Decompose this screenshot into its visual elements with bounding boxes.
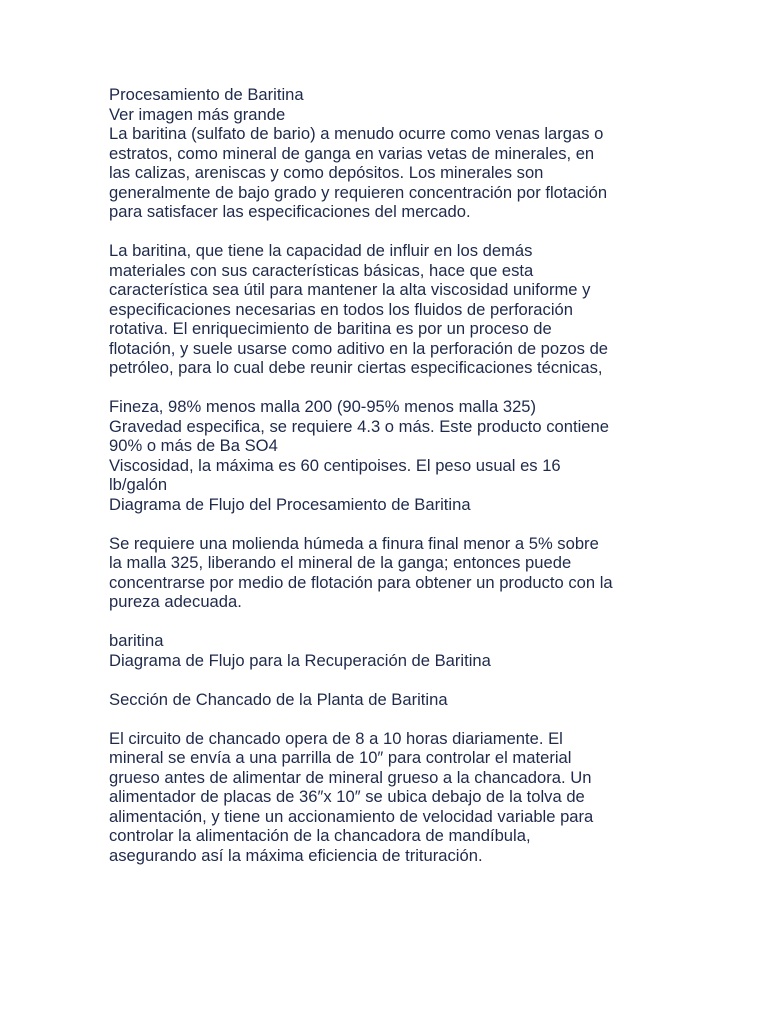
paragraph-spacer [109, 670, 709, 690]
paragraph-grinding-line: concentrarse por medio de flotación para obtener un producto con la [109, 572, 613, 592]
paragraph-properties-line: flotación, y suele usarse como aditivo en la perforación de pozos de [109, 338, 609, 358]
flow-diagram-heading: Diagrama de Flujo del Procesamiento de Baritina [109, 494, 471, 514]
paragraph-properties-line: especificaciones necesarias en todos los fluidos de perforación [109, 299, 573, 319]
paragraph-intro-line: generalmente de bajo grado y requieren concentración por flotación [109, 182, 608, 202]
paragraph-crushing-line: grueso antes de alimentar de mineral grueso a la chancadora. Un [109, 767, 592, 787]
image-caption: baritina [109, 631, 164, 650]
paragraph-intro-line: las calizas, areniscas y como depósitos. Los minerales son [109, 163, 544, 182]
paragraph-crushing-line: alimentación, y tiene un accionamiento de velocidad variable para [109, 806, 594, 826]
paragraph-intro-line: estratos, como mineral de ganga en varias vetas de minerales, en [109, 143, 595, 163]
paragraph-grinding-line: Se requiere una molienda húmeda a finura final menor a 5% sobre [109, 533, 599, 553]
paragraph-spacer [109, 709, 709, 729]
paragraph-grinding-line: pureza adecuada. [109, 592, 242, 611]
paragraph-spacer [109, 612, 709, 632]
paragraph-grinding-line: la malla 325, liberando el mineral de la ganga; entonces puede [109, 553, 572, 572]
recovery-diagram-heading: Diagrama de Flujo para la Recuperación de Baritina [109, 650, 491, 670]
specification-line: lb/galón [109, 475, 168, 494]
specification-line: Gravedad especifica, se requiere 4.3 o más. Este producto contiene [109, 416, 609, 436]
specification-line: 90% o más de Ba SO4 [109, 436, 278, 455]
crushing-section-heading: Sección de Chancado de la Planta de Baritina [109, 689, 448, 709]
paragraph-properties-line: petróleo, para lo cual debe reunir ciertas especificaciones técnicas, [109, 358, 603, 377]
paragraph-properties-line: materiales con sus características básicas, hace que esta [109, 260, 534, 280]
paragraph-properties-line: característica sea útil para mantener la alta viscosidad uniforme y [109, 280, 591, 299]
paragraph-crushing-line: mineral se envía a una parrilla de 10″ para controlar el material [109, 748, 572, 767]
paragraph-crushing-line: asegurando así la máxima eficiencia de trituración. [109, 845, 483, 865]
paragraph-crushing-line: controlar la alimentación de la chancadora de mandíbula, [109, 826, 531, 845]
paragraph-crushing-line: El circuito de chancado opera de 8 a 10 horas diariamente. El [109, 728, 563, 748]
specification-line: Viscosidad, la máxima es 60 centipoises. El peso usual es 16 [109, 455, 561, 475]
paragraph-crushing-line: alimentador de placas de 36″x 10″ se ubica debajo de la tolva de [109, 787, 585, 806]
paragraph-intro-line: La baritina (sulfato de bario) a menudo ocurre como venas largas o [109, 124, 604, 143]
paragraph-spacer [109, 378, 709, 398]
view-larger-image-link[interactable]: Ver imagen más grande [109, 104, 286, 124]
document-title: Procesamiento de Baritina [109, 85, 304, 104]
paragraph-properties-line: rotativa. El enriquecimiento de baritina es por un proceso de [109, 319, 552, 338]
paragraph-spacer [109, 222, 709, 242]
specification-line: Fineza, 98% menos malla 200 (90-95% menos malla 325) [109, 397, 537, 416]
paragraph-intro-line: para satisfacer las especificaciones del mercado. [109, 202, 471, 221]
paragraph-spacer [109, 514, 709, 534]
paragraph-properties-line: La baritina, que tiene la capacidad de influir en los demás [109, 241, 533, 260]
document-page [109, 85, 709, 865]
